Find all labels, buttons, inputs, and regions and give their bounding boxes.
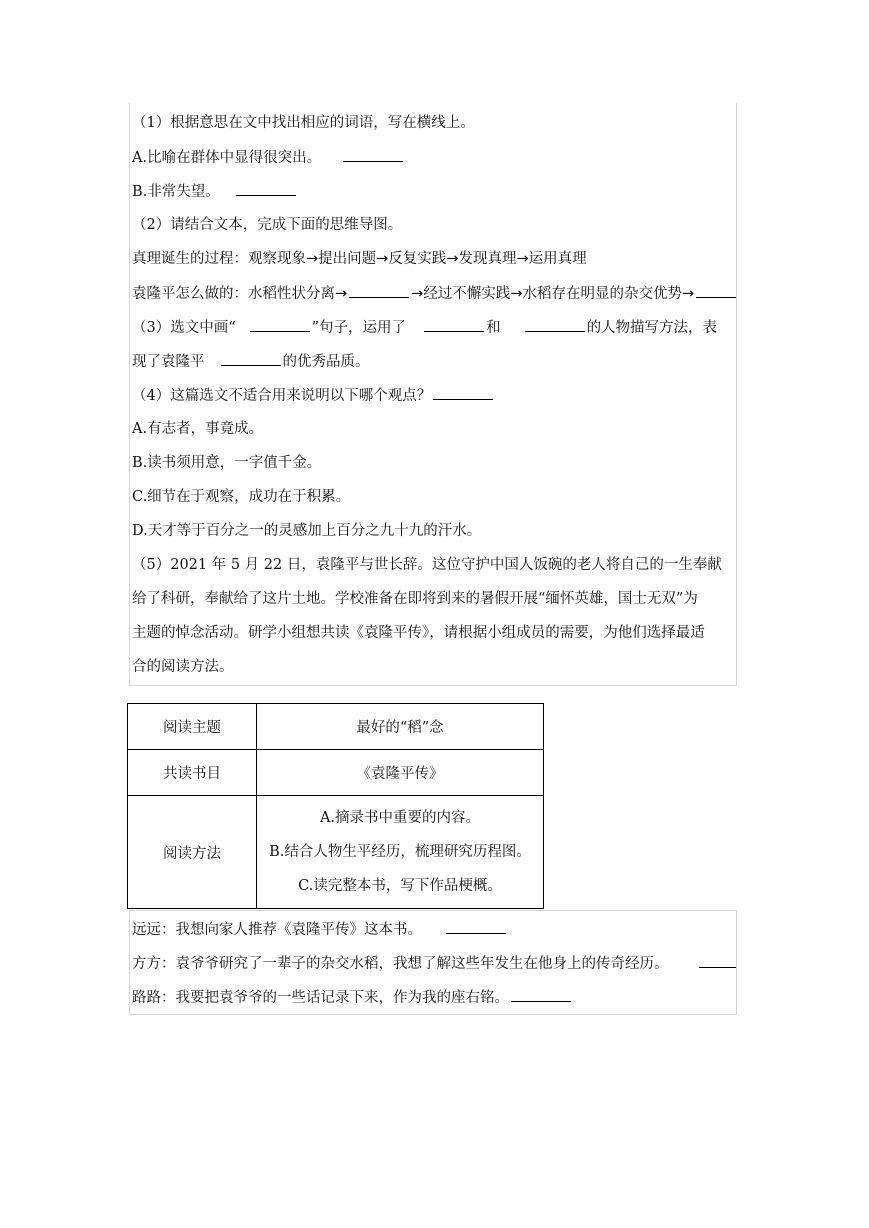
q5-text-line: 给了科研，奉献给了这片土地。学校准备在即将到来的暑假开展“缅怀英雄，国士无双”为 [132, 591, 698, 607]
answer-blank[interactable] [699, 953, 737, 968]
q4-option: B.读书须用意，一字值千金。 [132, 455, 322, 471]
truth-step: 提出问题 [318, 251, 377, 267]
truth-step: 反复实践 [388, 251, 447, 267]
answer-blank[interactable] [236, 181, 296, 196]
q3-part4: 的人物描写方法，表 [586, 320, 718, 336]
table-label-cell: 阅读方法 [128, 796, 257, 909]
arrow-icon: → [510, 286, 523, 302]
truth-label: 真理诞生的过程： [132, 251, 248, 267]
arrow-icon: → [376, 251, 389, 267]
q5-text-line: 主题的悼念活动。研学小组想共读《袁隆平传》，请根据小组成员的需要，为他们选择最适 [132, 625, 705, 641]
q4-option: D.天才等于百分之一的灵感加上百分之九十九的汗水。 [132, 523, 482, 539]
answer-blank[interactable] [696, 283, 736, 298]
truth-step: 运用真理 [528, 251, 587, 267]
q3-line2b: 的优秀品质。 [282, 354, 370, 370]
member-text: 方方：袁爷爷研究了一辈子的杂交水稻，我想了解这些年发生在他身上的传奇经历。 [132, 956, 669, 972]
yuan-step: 水稻存在明显的杂交优势 [522, 286, 682, 302]
table-value-cell: 最好的“稻”念 [257, 704, 544, 750]
yuan-process-line [132, 283, 736, 304]
answer-blank[interactable] [525, 317, 585, 332]
q5-text-line: 合的阅读方法。 [132, 659, 234, 675]
q1-item-a [132, 147, 736, 168]
table-value-cell: 《袁隆平传》 [257, 750, 544, 796]
q3-line2 [132, 351, 736, 372]
table-row [128, 704, 544, 750]
arrow-icon: → [306, 251, 319, 267]
answer-blank[interactable] [250, 317, 310, 332]
q3-part1: （3）选文中画“ [132, 320, 236, 336]
q1-item-b-text: B.非常失望。 [132, 184, 220, 200]
table-label-cell: 共读书目 [128, 750, 257, 796]
arrow-icon: → [681, 286, 695, 302]
q3-part3: 和 [486, 320, 501, 336]
arrow-icon: → [411, 286, 424, 302]
q2-prompt: （2）请结合文本，完成下面的思维导图。 [132, 217, 403, 233]
q4-prompt: （4）这篇选文不适合用来说明以下哪个观点？ [132, 388, 432, 404]
member-text: 远远：我想向家人推荐《袁隆平传》这本书。 [132, 922, 422, 938]
arrow-icon: → [335, 286, 348, 302]
q3-line1 [132, 317, 736, 338]
answer-blank[interactable] [433, 385, 493, 400]
q3-line2a: 现了袁隆平 [132, 354, 205, 370]
q4-option: A.有志者，事竟成。 [132, 421, 264, 437]
arrow-icon: → [516, 251, 529, 267]
table-label-cell: 阅读主题 [128, 704, 257, 750]
yuan-step: 经过不懈实践 [423, 286, 511, 302]
reading-method: B.结合人物生平经历，梳理研究历程图。 [269, 844, 531, 860]
answer-blank[interactable] [511, 987, 571, 1002]
truth-step: 观察现象 [248, 251, 306, 267]
question-block [129, 103, 737, 686]
q1-item-b [132, 181, 736, 202]
member-needs-block [129, 910, 737, 1015]
answer-blank[interactable] [349, 283, 409, 298]
truth-step: 发现真理 [458, 251, 517, 267]
member-line [132, 987, 736, 1008]
member-line [132, 953, 736, 974]
table-methods-cell [257, 796, 544, 909]
q3-part2: ”句子，运用了 [311, 320, 407, 336]
table-row [128, 750, 544, 796]
q1-item-a-text: A.比喻在群体中显得很突出。 [132, 150, 322, 166]
reading-method: C.读完整本书，写下作品梗概。 [298, 878, 502, 894]
reading-plan-table [127, 703, 544, 909]
q4-option: C.细节在于观察，成功在于积累。 [132, 489, 351, 505]
arrow-icon: → [446, 251, 459, 267]
q5-text-line: （5）2021 年 5 月 22 日，袁隆平与世长辞。这位守护中国人饭碗的老人将自己的一生奉献 [132, 557, 722, 573]
q1-prompt: （1）根据意思在文中找出相应的词语，写在横线上。 [132, 115, 475, 131]
q4-prompt-line [132, 385, 736, 406]
yuan-step: 水稻性状分离 [248, 286, 335, 302]
answer-blank[interactable] [424, 317, 484, 332]
member-text: 路路：我要把袁爷爷的一些话记录下来，作为我的座右铭。 [132, 990, 509, 1006]
reading-method: A.摘录书中重要的内容。 [319, 810, 481, 826]
answer-blank[interactable] [446, 919, 506, 934]
truth-process-line [132, 249, 736, 269]
table-row [128, 796, 544, 909]
answer-blank[interactable] [343, 147, 403, 162]
yuan-label: 袁隆平怎么做的： [132, 286, 248, 302]
answer-blank[interactable] [221, 351, 281, 366]
member-line [132, 919, 736, 940]
